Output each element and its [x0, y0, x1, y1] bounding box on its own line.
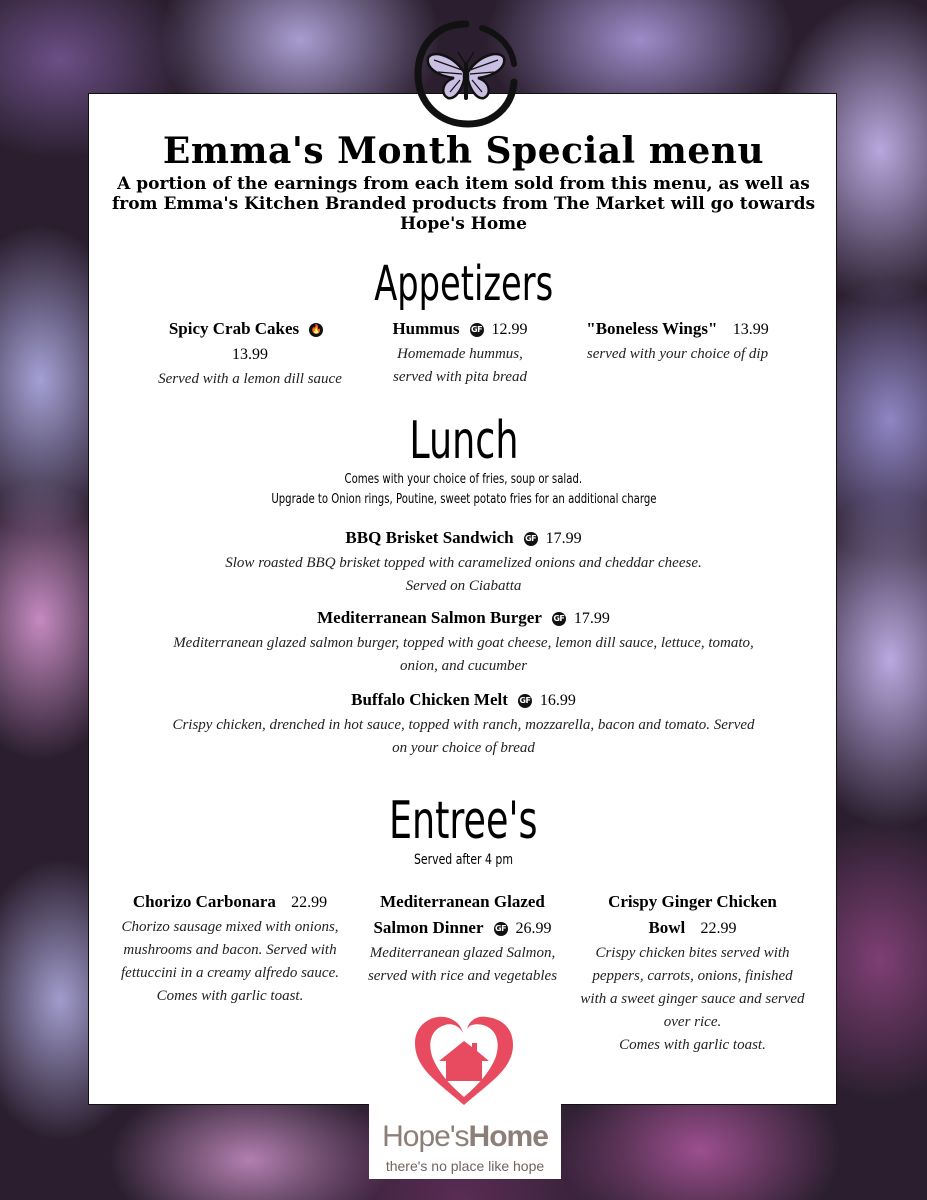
brand-bold: Home [468, 1120, 548, 1153]
butterfly-circle-icon [408, 16, 524, 132]
item-description: served with rice and vegetables [367, 968, 558, 984]
item-price: 17.99 [573, 610, 610, 627]
menu-item-crispy-ginger-chicken-bowl [570, 889, 815, 1057]
heart-house-icon [409, 1013, 519, 1109]
spicy-flame-icon: 🔥 [310, 325, 322, 335]
gluten-free-icon: GF [524, 532, 538, 546]
menu-item-chorizo-carbonara [110, 889, 350, 1008]
note-line: Comes with your choice of fries, soup or salad. [344, 472, 583, 487]
menu-item-mediterranean-glazed-salmon-dinner [345, 889, 580, 988]
item-price: 13.99 [732, 321, 769, 338]
item-description: Served with a lemon dill sauce [158, 371, 342, 387]
section-title-lunch [88, 408, 839, 474]
note-line: Served after 4 pm [413, 852, 514, 868]
item-description: mushrooms and bacon. Served with [123, 942, 337, 958]
item-name: Salmon Dinner [373, 918, 484, 937]
item-description: Mediterranean glazed Salmon, [369, 945, 556, 961]
gluten-free-icon: GF [470, 323, 484, 337]
hopes-home-wordmark [369, 1119, 561, 1155]
item-description: Comes with garlic toast. [156, 988, 304, 1004]
hopes-home-tagline: there's no place like hope [385, 1158, 545, 1174]
gluten-free-icon: GF [518, 694, 532, 708]
item-name: Chorizo Carbonara [132, 892, 276, 911]
item-description: served with your choice of dip [586, 346, 769, 362]
item-description: Crispy chicken bites served with [595, 945, 790, 961]
item-name: Hummus [392, 319, 460, 338]
item-description: Chorizo sausage mixed with onions, [121, 919, 339, 935]
item-name: Crispy Ginger Chicken [608, 892, 777, 911]
item-description: Homemade hummus, [397, 346, 523, 362]
item-price: 16.99 [539, 692, 576, 709]
subtitle-line: Hope's Home [399, 214, 527, 234]
menu-item-boneless-wings [565, 316, 790, 366]
item-description: on your choice of bread [392, 740, 535, 756]
item-price: 22.99 [700, 920, 737, 937]
item-description: fettuccini in a creamy alfredo sauce. [121, 965, 339, 981]
menu-item-spicy-crab-cakes [135, 316, 365, 391]
item-description: Served on Ciabatta [405, 578, 522, 594]
menu-item-buffalo-chicken-melt [130, 687, 797, 760]
section-title-entrees [88, 788, 839, 854]
menu-title: Emma's Month Special menu [162, 130, 765, 172]
section-title-appetizers [88, 252, 839, 316]
subtitle-line: A portion of the earnings from each item sold from this menu, as well as [117, 174, 810, 194]
entrees-note [88, 850, 839, 870]
item-description: with a sweet ginger sauce and served [580, 991, 805, 1007]
item-description: Comes with garlic toast. [619, 1037, 766, 1053]
item-description: Mediterranean glazed salmon burger, topped with goat cheese, lemon dill sauce, lettuce, tomato, [173, 635, 754, 651]
item-price: 22.99 [291, 894, 328, 911]
item-name: Mediterranean Salmon Burger [317, 608, 542, 627]
item-price: 17.99 [545, 530, 582, 547]
item-name: Buffalo Chicken Melt [351, 690, 508, 709]
item-description: Crispy chicken, drenched in hot sauce, topped with ranch, mozzarella, bacon and tomato. Served [172, 717, 755, 733]
hopes-home-logo [369, 1007, 561, 1179]
section-title-text: Lunch [408, 411, 519, 471]
brand-light: Hope's [382, 1120, 469, 1153]
menu-item-bbq-brisket-sandwich [130, 525, 797, 598]
lunch-note [88, 470, 839, 510]
menu-item-mediterranean-salmon-burger [130, 605, 797, 678]
item-name: Spicy Crab Cakes [168, 319, 300, 338]
menu-subtitle [98, 174, 829, 234]
item-name: "Boneless Wings" [586, 319, 718, 338]
item-name: BBQ Brisket Sandwich [345, 528, 514, 547]
gluten-free-icon: GF [552, 612, 566, 626]
item-description: served with pita bread [392, 369, 527, 385]
item-name: Bowl [648, 918, 686, 937]
menu-item-hummus [360, 316, 560, 389]
section-title-text: Appetizers [374, 256, 553, 312]
note-line: Upgrade to Onion rings, Poutine, sweet potato fries for an additional charge [270, 492, 657, 507]
gluten-free-icon: GF [494, 922, 508, 936]
item-description: onion, and cucumber [399, 658, 528, 674]
item-description: Slow roasted BBQ brisket topped with caramelized onions and cheddar cheese. [225, 555, 702, 571]
item-description: over rice. [663, 1014, 722, 1030]
item-price: 26.99 [515, 920, 552, 937]
item-name: Mediterranean Glazed [380, 892, 545, 911]
subtitle-line: from Emma's Kitchen Branded products from The Market will go towards [111, 194, 816, 214]
item-description: peppers, carrots, onions, finished [592, 968, 793, 984]
item-price: 13.99 [232, 346, 268, 363]
section-title-text: Entree's [389, 791, 538, 851]
item-price: 12.99 [491, 321, 528, 338]
